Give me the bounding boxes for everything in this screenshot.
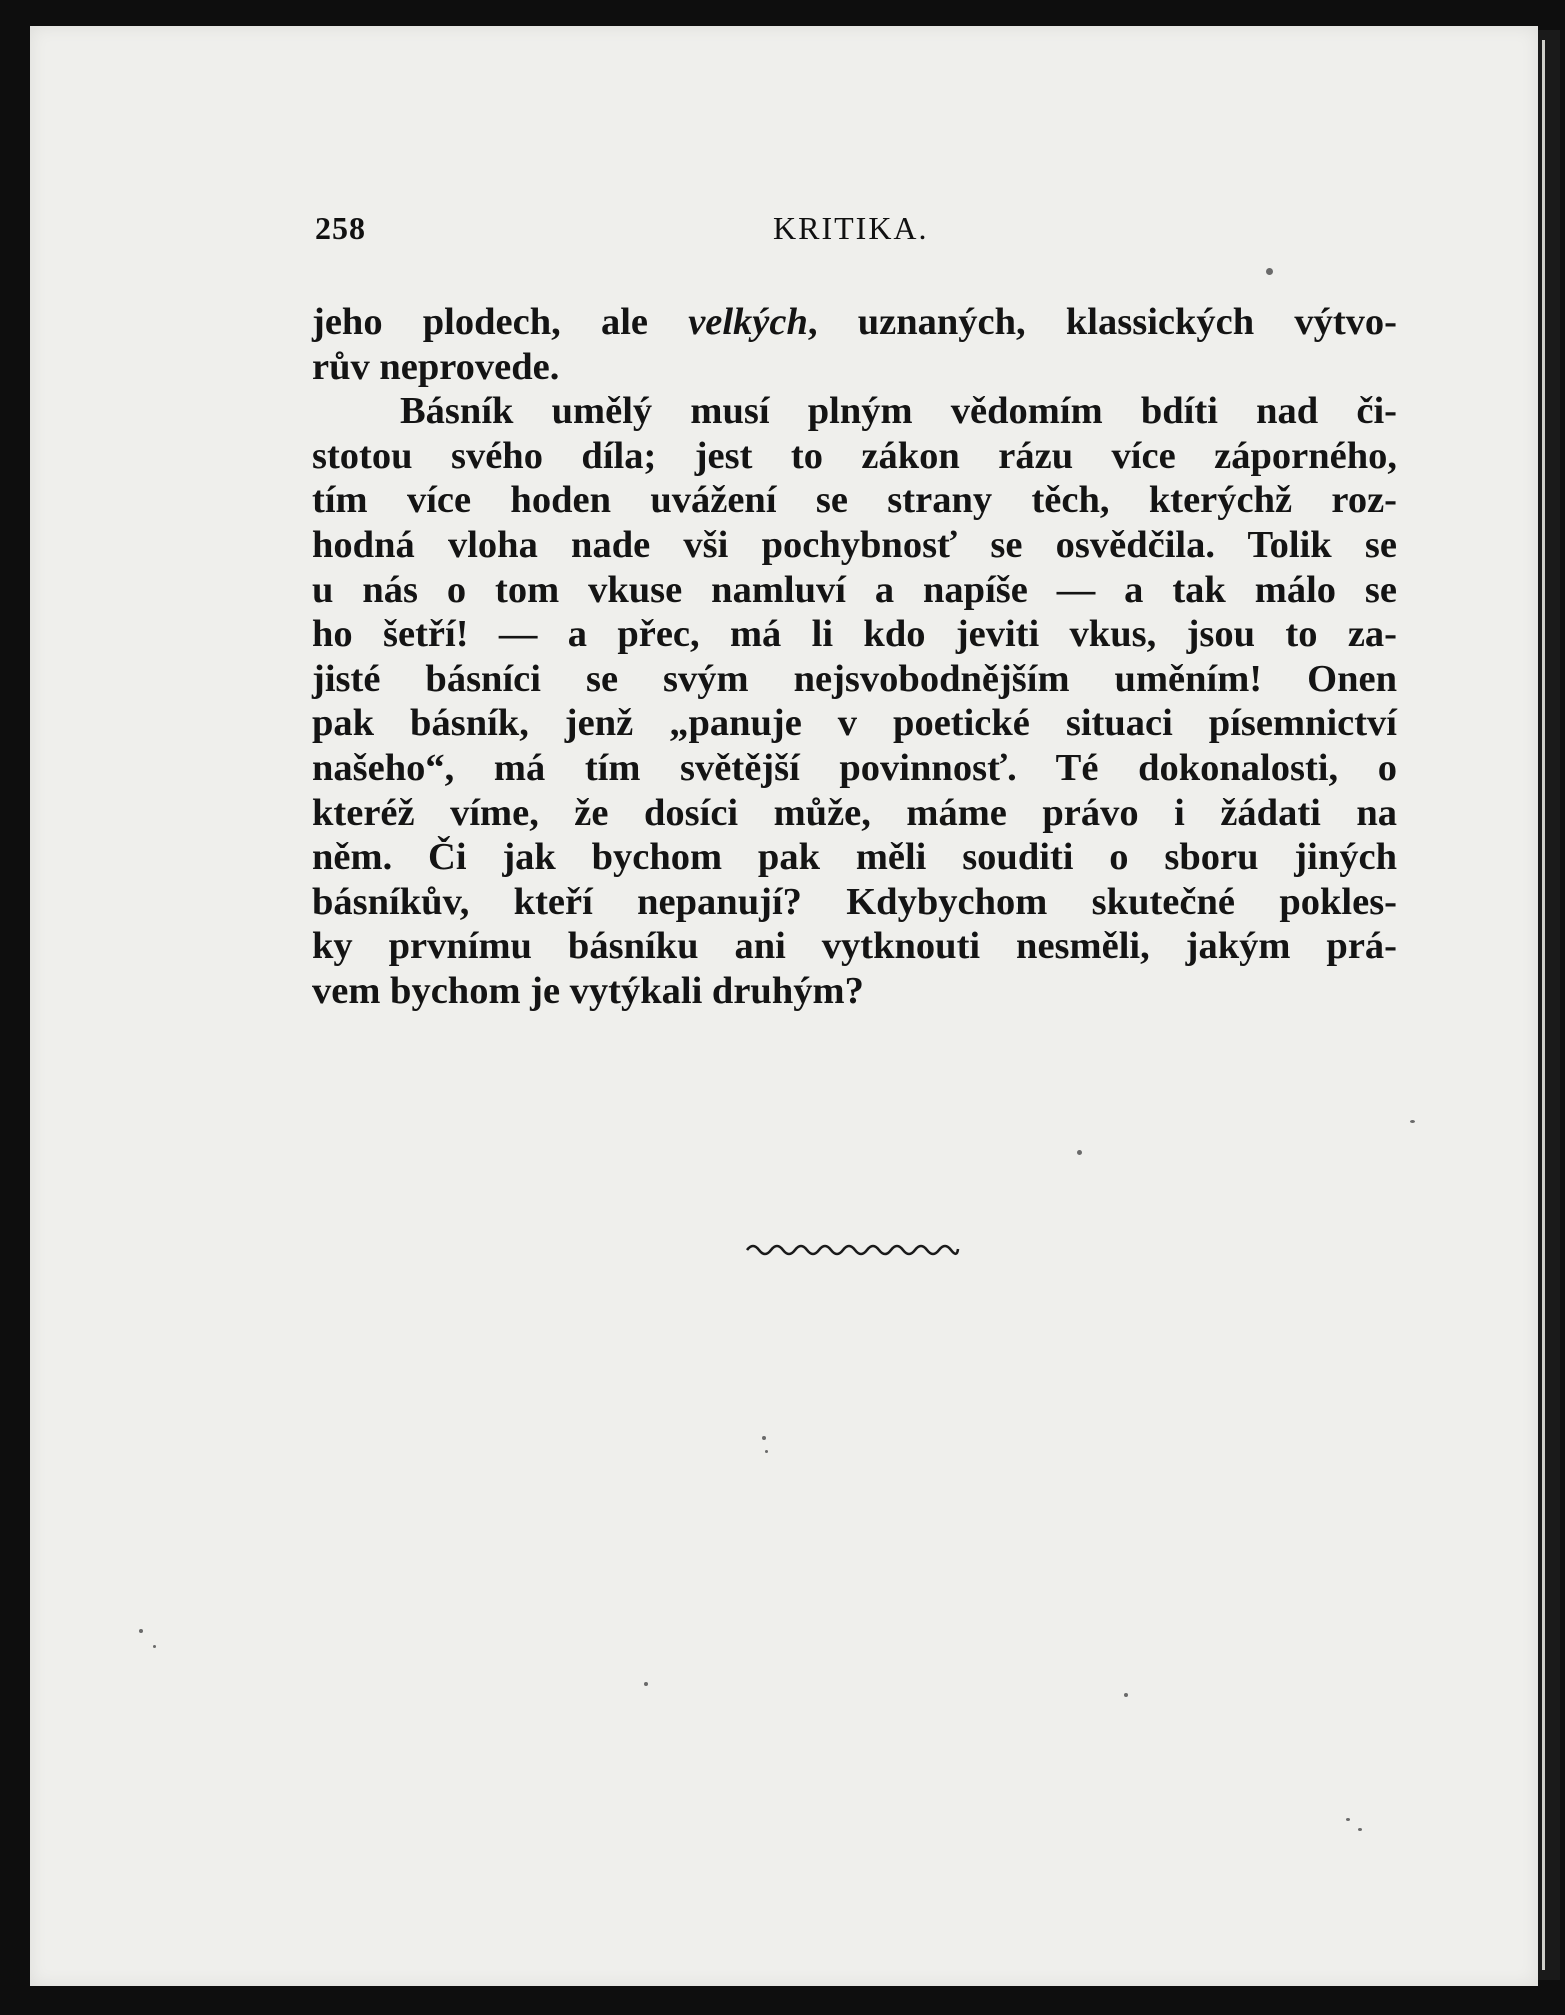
text-line-3: Básník umělý musí plným vědomím bdíti nad či- [400, 390, 1397, 433]
text-line-15: ky prvnímu básníku ani vytknouti nesměli, jakým prá- [312, 925, 1397, 968]
text-line-10: pak básník, jenž „panuje v poetické situaci písemnictví [312, 702, 1397, 745]
text-line-12: kteréž víme, že dosíci může, máme právo i žádati na [312, 791, 1397, 834]
text-line-4: stotou svého díla; jest to zákon rázu více záporného, [312, 434, 1397, 477]
text-line-8: ho šetří! — a přec, má li kdo jeviti vkus, jsou to za- [312, 613, 1397, 656]
text-line-9: jisté básníci se svým nejsvobodnějším uměním! Onen [312, 657, 1397, 700]
ornament-divider [745, 1240, 960, 1260]
emphasized-word: velkých [688, 301, 808, 343]
speck [153, 1645, 156, 1648]
text-line-7: u nás o tom vkuse namluví a napíše — a tak málo se [312, 568, 1397, 611]
page-number: 258 [315, 210, 366, 246]
speck [1410, 1120, 1415, 1123]
speck [644, 1682, 648, 1686]
speck [1266, 268, 1273, 275]
text-line-5: tím více hoden uvážení se strany těch, kterýchž roz- [312, 479, 1397, 522]
text-line-16: vem bychom je vytýkali druhým? [312, 969, 864, 1012]
text-line-1-before: jeho plodech, ale [312, 301, 689, 343]
page-header [283, 210, 1383, 260]
text-line-14: básníkův, kteří nepanují? Kdybychom skutečné pokles- [312, 880, 1397, 923]
text-line-6: hodná vloha nade vši pochybnosť se osvědčila. Tolik se [312, 523, 1397, 566]
text-line-13: něm. Či jak bychom pak měli souditi o sboru jiných [312, 836, 1397, 879]
speck [765, 1450, 768, 1453]
speck [1358, 1828, 1362, 1831]
page-edge-line [1542, 40, 1545, 1970]
text-line-2: rův neprovede. [312, 345, 560, 388]
text-line-11: našeho“, má tím světější povinnosť. Té dokonalosti, o [312, 746, 1397, 789]
speck [1077, 1150, 1082, 1155]
text-line-1 [312, 300, 1397, 345]
running-head: KRITIKA. [773, 210, 929, 246]
text-line-1-after: , uznaných, klassických výtvo- [807, 301, 1397, 343]
speck [1346, 1818, 1350, 1821]
speck [139, 1629, 143, 1633]
body-text [312, 300, 1397, 1014]
speck [762, 1436, 766, 1440]
speck [1124, 1693, 1128, 1697]
